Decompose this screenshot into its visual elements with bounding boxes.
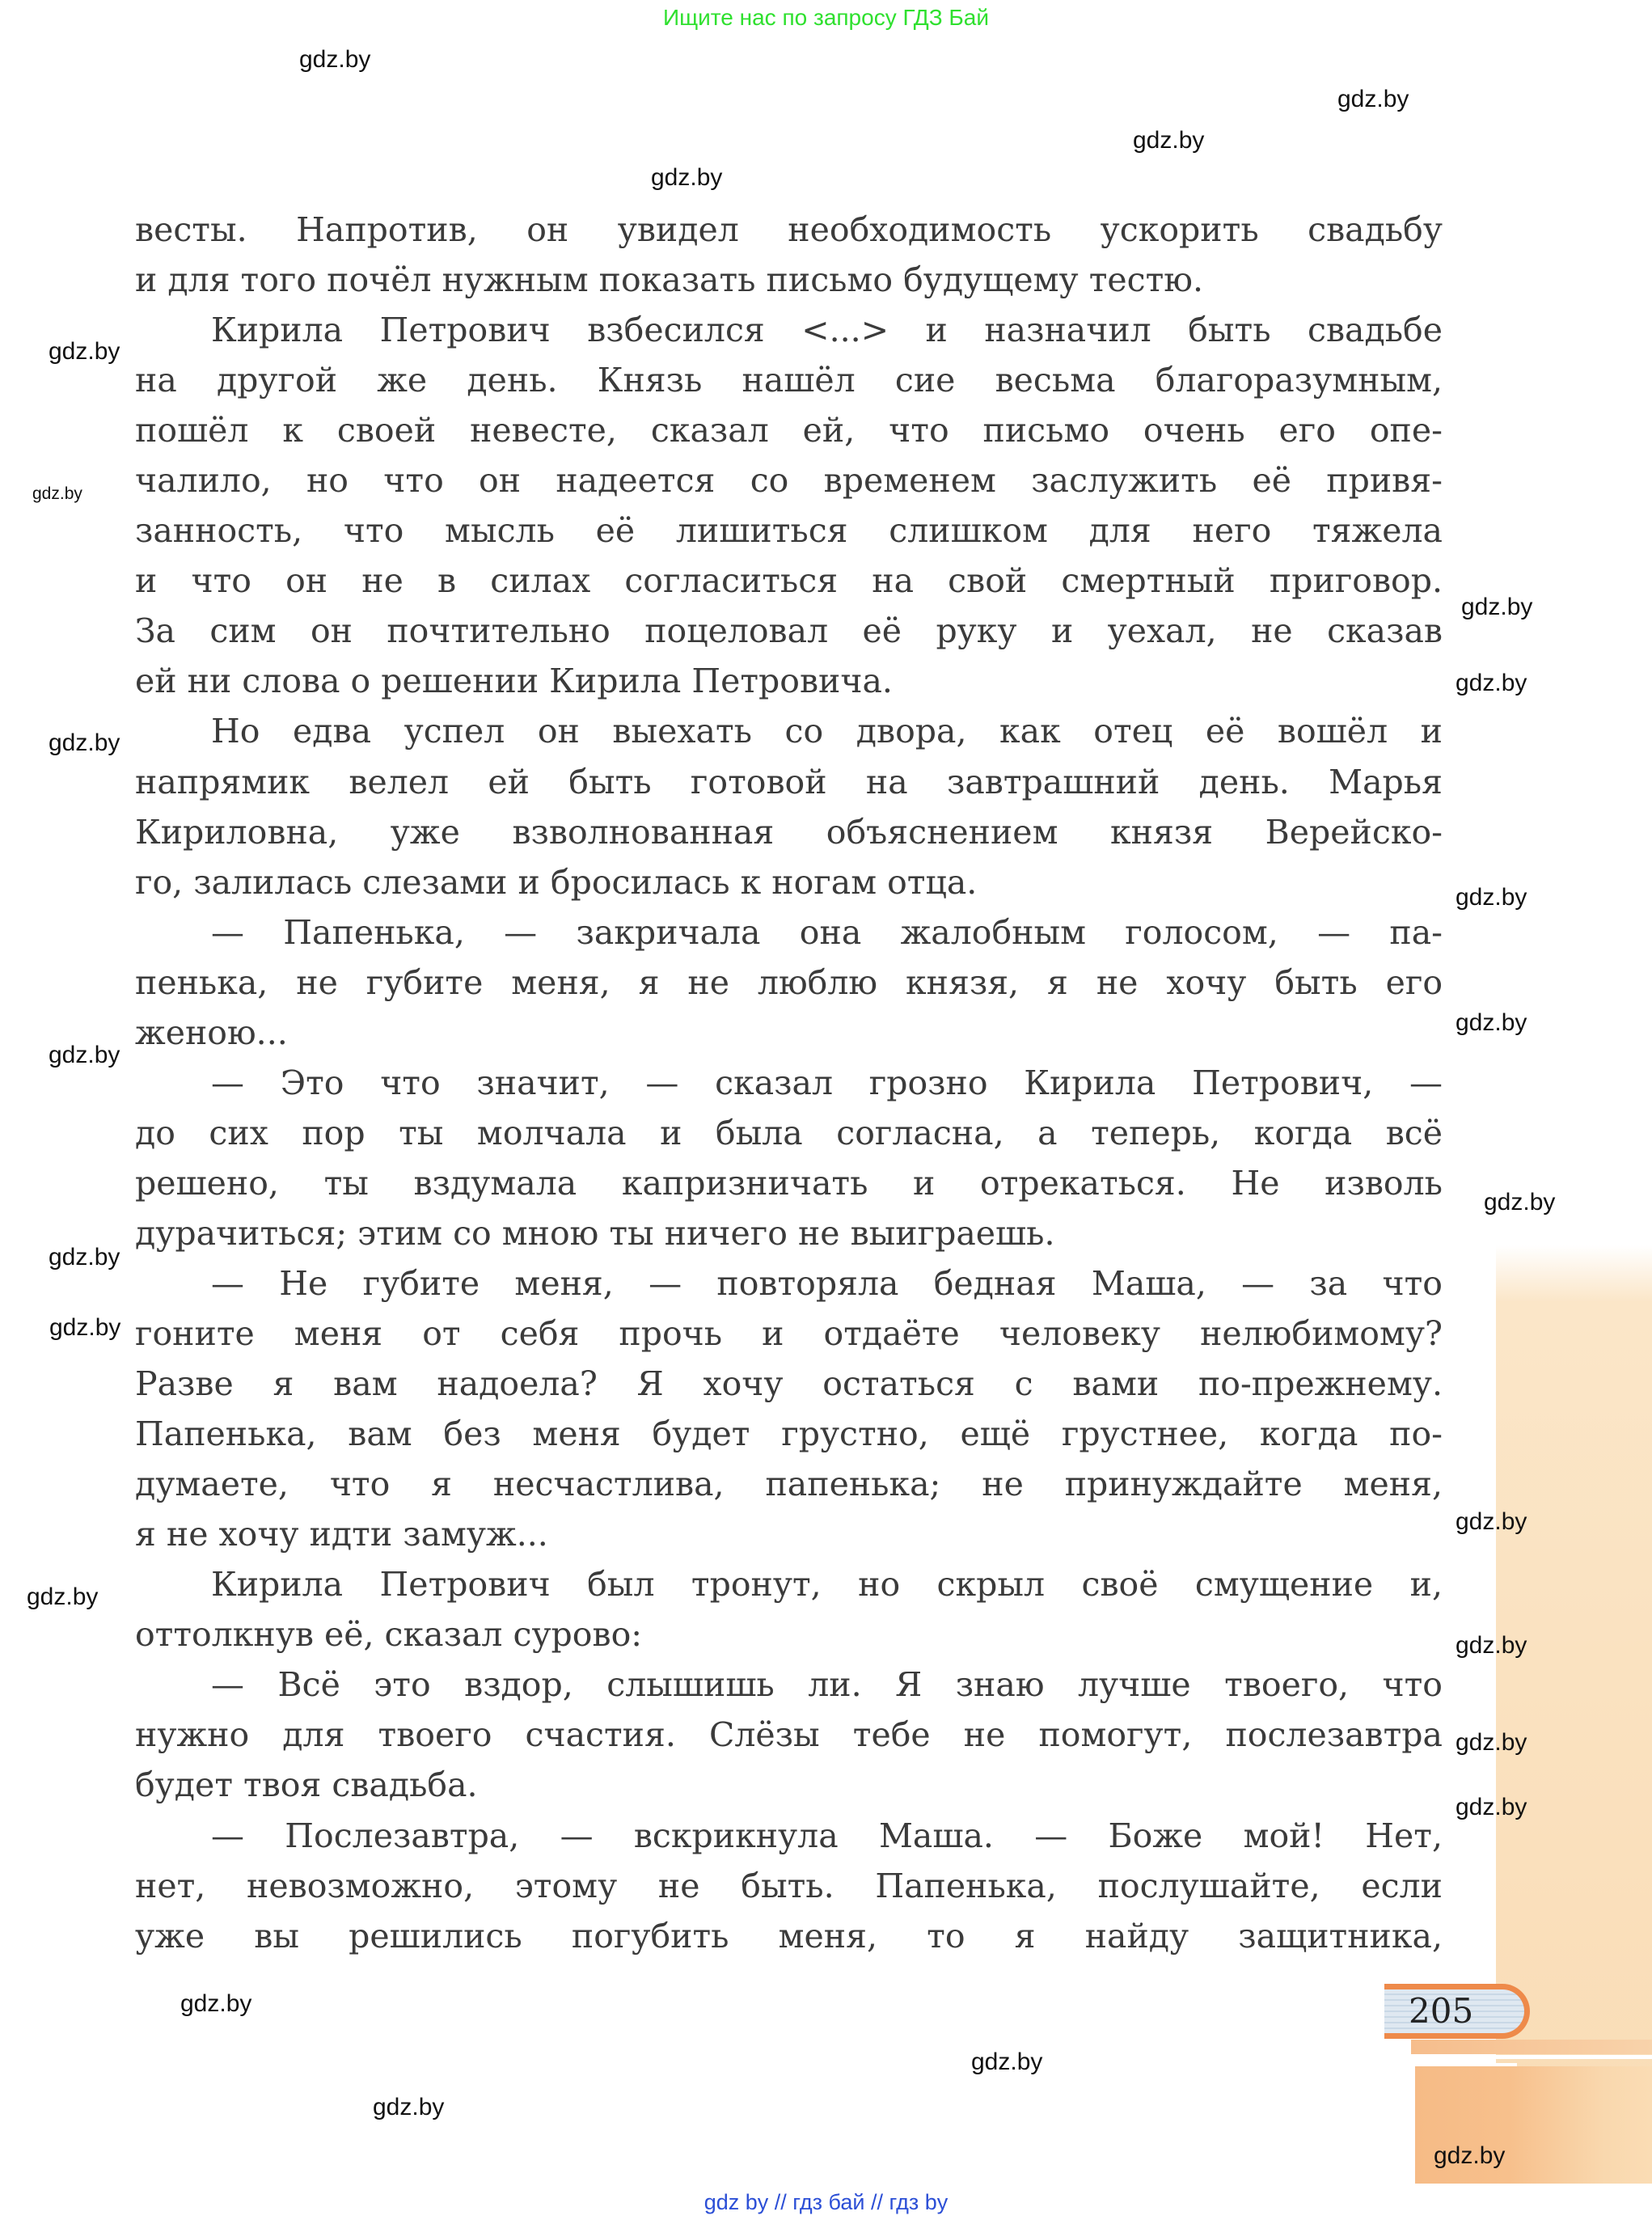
watermark: gdz.by xyxy=(1456,1794,1527,1820)
footer-links[interactable]: gdz by // гдз бай // гдз by xyxy=(703,2190,949,2214)
text-line: пошёл к своей невесте, сказал ей, что письмо очень его опе- xyxy=(135,411,1443,450)
watermark: gdz.by xyxy=(49,729,120,756)
text-line: оттолкнув её, сказал сурово: xyxy=(135,1615,643,1655)
text-line: — Всё это вздор, слышишь ли. Я знаю лучше твоего, что xyxy=(211,1665,1443,1705)
text-line: — Это что значит, — сказал грозно Кирила Петрович, — xyxy=(211,1063,1443,1102)
book-text xyxy=(135,205,1443,1961)
text-line: Кириловна, уже взволнованная объяснением князя Верейско- xyxy=(135,812,1443,852)
watermark: gdz.by xyxy=(373,2094,445,2120)
text-line: до сих пор ты молчала и была согласна, а теперь, когда всё xyxy=(135,1113,1443,1152)
text-line: нет, невозможно, этому не быть. Папенька, послушайте, если xyxy=(135,1866,1443,1905)
text-line: и для того почёл нужным показать письмо будущему тестю. xyxy=(135,260,1204,300)
text-line: — Послезавтра, — вскрикнула Маша. — Боже мой! Нет, xyxy=(211,1816,1443,1855)
text-line: — Не губите меня, — повторяла бедная Маша, — за что xyxy=(211,1263,1443,1303)
text-line: За сим он почтительно поцеловал её руку и уехал, не сказав xyxy=(135,611,1443,651)
watermark: gdz.by xyxy=(651,164,723,191)
text-line: чалило, но что он надеется со временем заслужить её привя- xyxy=(135,461,1443,501)
watermark: gdz.by xyxy=(971,2049,1043,2075)
watermark: gdz.by xyxy=(1484,1189,1556,1216)
watermark: gdz.by xyxy=(1456,1729,1527,1756)
text-line: занность, что мысль её лишиться слишком для него тяжела xyxy=(135,511,1443,551)
watermark: gdz.by xyxy=(1337,86,1409,112)
text-line: решено, ты вздумала капризничать и отрекаться. Не изволь xyxy=(135,1163,1443,1203)
text-line: будет твоя свадьба. xyxy=(135,1765,478,1805)
watermark: gdz.by xyxy=(180,1990,252,2017)
text-line: — Папенька, — закричала она жалобным голосом, — па- xyxy=(211,912,1443,952)
page-number-tab xyxy=(1384,1984,1530,2039)
text-line: го, залилась слезами и бросилась к ногам отца. xyxy=(135,862,978,902)
text-line: и что он не в силах согласиться на свой смертный приговор. xyxy=(135,561,1443,601)
watermark: gdz.by xyxy=(1133,127,1205,154)
text-line: я не хочу идти замуж... xyxy=(135,1515,548,1554)
watermark: gdz.by xyxy=(299,46,371,73)
text-line: ей ни слова о решении Кирила Петровича. xyxy=(135,662,893,701)
watermark: gdz.by xyxy=(1456,670,1527,696)
watermark: gdz.by xyxy=(1456,1632,1527,1659)
text-line: Кирила Петрович взбесился <...> и назначил быть свадьбе xyxy=(211,311,1443,350)
text-line: Кирила Петрович был тронут, но скрыл своё смущение и, xyxy=(211,1565,1443,1605)
watermark: gdz.by xyxy=(1461,594,1533,620)
decorative-line xyxy=(1413,2055,1652,2059)
watermark: gdz.by xyxy=(49,1042,120,1068)
text-line: Разве я вам надоела? Я хочу остаться с вами по-прежнему. xyxy=(135,1364,1443,1404)
text-line: гоните меня от себя прочь и отдаёте человеку нелюбимому? xyxy=(135,1314,1443,1354)
text-line: уже вы решились погубить меня, то я найду защитника, xyxy=(135,1916,1443,1956)
watermark: gdz.by xyxy=(1456,1508,1527,1535)
watermark: gdz.by xyxy=(1456,884,1527,911)
text-line: женою... xyxy=(135,1013,288,1052)
search-banner: Ищите нас по запросу ГДЗ Бай xyxy=(662,5,990,30)
watermark: gdz.by xyxy=(49,338,120,365)
text-line: нужно для твоего счастия. Слёзы тебе не помогут, послезавтра xyxy=(135,1715,1443,1755)
text-line: весты. Напротив, он увидел необходимость ускорить свадьбу xyxy=(135,210,1443,249)
text-line: дурачиться; этим со мною ты ничего не выиграешь. xyxy=(135,1213,1055,1253)
watermark: gdz.by xyxy=(49,1244,120,1271)
decorative-band xyxy=(1411,2040,1652,2054)
text-line: Но едва успел он выехать со двора, как отец её вошёл и xyxy=(211,712,1443,751)
text-line: напрямик велел ей быть готовой на завтрашний день. Марья xyxy=(135,762,1443,801)
watermark: gdz.by xyxy=(32,484,82,503)
page-number: 205 xyxy=(1409,1991,1474,2031)
watermark: gdz.by xyxy=(1456,1009,1527,1036)
text-line: на другой же день. Князь нашёл сие весьма благоразумным, xyxy=(135,361,1443,400)
watermark: gdz.by xyxy=(49,1314,121,1341)
watermark: gdz.by xyxy=(1434,2142,1506,2169)
watermark: gdz.by xyxy=(27,1583,99,1610)
text-line: Папенька, вам без меня будет грустно, ещё грустнее, когда по- xyxy=(135,1414,1443,1454)
text-line: пенька, не губите меня, я не люблю князя, я не хочу быть его xyxy=(135,962,1443,1002)
text-line: думаете, что я несчастлива, папенька; не принуждайте меня, xyxy=(135,1465,1443,1504)
